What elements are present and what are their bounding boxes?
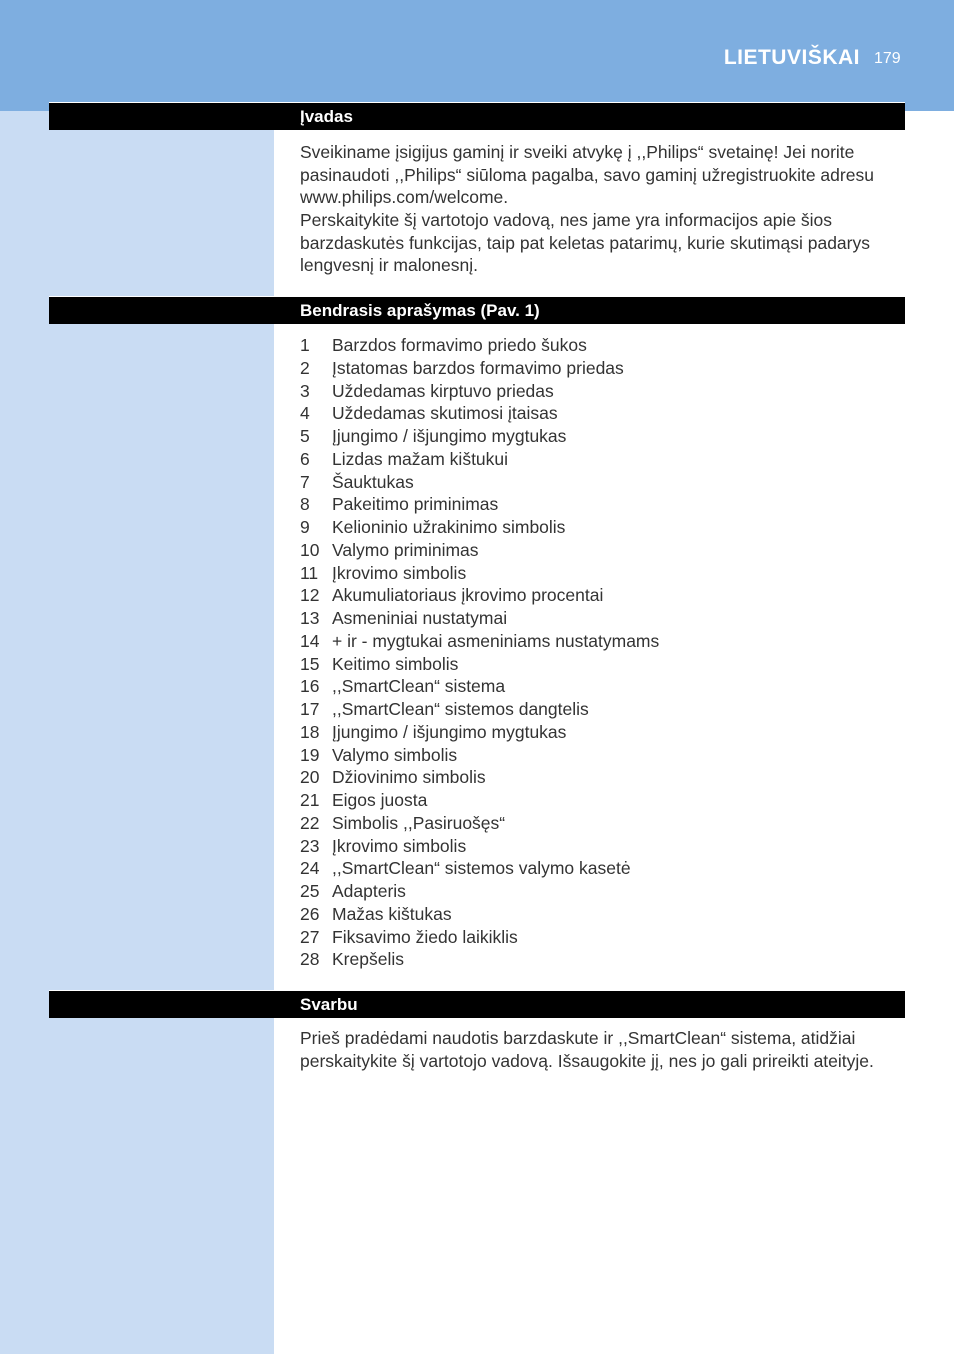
- list-item: [300, 789, 659, 812]
- section-bar-intro: [49, 102, 905, 130]
- list-item-number: 15: [300, 653, 320, 674]
- list-item-number: 20: [300, 767, 320, 788]
- list-item: [300, 402, 659, 425]
- list-item: [300, 744, 659, 767]
- language-heading: LIETUVIŠKAI: [723, 46, 860, 69]
- list-item-text: Įjungimo / išjungimo mygtukas: [332, 721, 567, 742]
- list-item-text: Kelioninio užrakinimo simbolis: [332, 517, 566, 537]
- list-item-text: Įjungimo / išjungimo mygtukas: [332, 426, 567, 446]
- list-item-number: 22: [300, 812, 320, 833]
- list-item: [300, 357, 659, 380]
- list-item-number: 19: [300, 744, 320, 765]
- list-item-number: 3: [300, 380, 310, 401]
- list-item: [300, 721, 659, 744]
- list-item: [300, 380, 659, 403]
- section-title-overview: Bendrasis aprašymas (Pav. 1): [300, 301, 540, 320]
- list-item-number: 4: [300, 403, 310, 424]
- list-item-number: 14: [300, 630, 320, 651]
- parts-list: [300, 334, 659, 971]
- list-item: [300, 903, 659, 926]
- list-item: [300, 675, 659, 698]
- list-item: [300, 334, 659, 357]
- list-item: [300, 516, 659, 539]
- list-item-text: Asmeniniai nustatymai: [332, 608, 508, 628]
- list-item-number: 23: [300, 835, 320, 856]
- list-item-number: 18: [300, 721, 320, 742]
- list-item: [300, 448, 659, 471]
- list-item-text: Eigos juosta: [332, 790, 428, 810]
- list-item-text: Valymo priminimas: [332, 539, 479, 560]
- list-item-text: ,,SmartClean“ sistemos valymo kasetė: [332, 858, 631, 879]
- section-title-intro: Įvadas: [300, 107, 353, 126]
- list-item-text: Barzdos formavimo priedo šukos: [332, 335, 587, 355]
- list-item: [300, 766, 659, 789]
- list-item: [300, 948, 659, 971]
- section-bar-overview: [49, 296, 905, 324]
- list-item: [300, 471, 659, 494]
- list-item-number: 5: [300, 426, 310, 446]
- list-item-text: ,,SmartClean“ sistemos dangtelis: [332, 699, 589, 719]
- list-item: [300, 493, 659, 516]
- list-item-number: 21: [300, 790, 320, 810]
- list-item: [300, 607, 659, 630]
- list-item-number: 10: [300, 539, 320, 560]
- list-item-number: 2: [300, 357, 310, 378]
- list-item: [300, 857, 659, 880]
- list-item-number: 16: [300, 676, 320, 697]
- list-item-text: Krepšelis: [332, 949, 404, 970]
- list-item: [300, 562, 659, 585]
- list-item: [300, 539, 659, 562]
- list-item-number: 7: [300, 471, 310, 492]
- list-item: [300, 584, 659, 607]
- list-item-text: Valymo simbolis: [332, 744, 458, 765]
- list-item-number: 17: [300, 699, 320, 719]
- list-item: [300, 835, 659, 858]
- important-paragraph: Prieš pradėdami naudotis barzdaskute ir ,,SmartClean“ sistema, atidžiai perskaitykite šį vartotojo vadovą. Išsaugokite jį, nes jo gali prireikti ateityje.: [300, 1028, 874, 1071]
- list-item-text: Uždedamas skutimosi įtaisas: [332, 403, 558, 424]
- intro-paragraph-2: Perskaitykite šį vartotojo vadovą, nes jame yra informacijos apie šios barzdaskutės funkcijas, taip pat keletas patarimų, kurie skutimąsi padarys lengvesnį ir malonesnį.: [300, 210, 870, 276]
- list-item-number: 1: [300, 335, 310, 355]
- list-item-number: 24: [300, 858, 320, 879]
- list-item-text: Uždedamas kirptuvo priedas: [332, 380, 554, 401]
- list-item-number: 12: [300, 585, 320, 606]
- list-item: [300, 425, 659, 448]
- list-item-text: Įkrovimo simbolis: [332, 562, 467, 583]
- list-item-text: Įstatomas barzdos formavimo priedas: [332, 357, 624, 378]
- list-item: [300, 926, 659, 949]
- list-item-text: Pakeitimo priminimas: [332, 494, 499, 515]
- list-item-number: 11: [300, 562, 319, 583]
- section-title-important: Svarbu: [300, 995, 358, 1014]
- list-item: [300, 880, 659, 903]
- list-item-text: Keitimo simbolis: [332, 653, 459, 674]
- page-number: 179: [874, 50, 901, 67]
- list-item-number: 27: [300, 926, 320, 947]
- list-item-number: 13: [300, 608, 320, 628]
- list-item-number: 28: [300, 949, 320, 970]
- list-item-text: Įkrovimo simbolis: [332, 835, 467, 856]
- list-item: [300, 630, 659, 653]
- list-item-text: Fiksavimo žiedo laikiklis: [332, 926, 518, 947]
- list-item-text: Mažas kištukas: [332, 903, 452, 924]
- list-item: [300, 653, 659, 676]
- list-item-text: Akumuliatoriaus įkrovimo procentai: [332, 585, 604, 606]
- list-item-number: 6: [300, 448, 310, 469]
- list-item-text: Adapteris: [332, 881, 406, 901]
- list-item-number: 25: [300, 881, 320, 901]
- list-item-number: 9: [300, 517, 310, 537]
- intro-paragraph-1: Sveikiname įsigijus gaminį ir sveiki atvykę į ,,Philips“ svetainę! Jei norite pasinaudoti ,,Philips“ siūloma pagalba, savo gaminį užregistruokite adresu www.philips.com/welcome.: [300, 142, 874, 208]
- list-item-text: ,,SmartClean“ sistema: [332, 676, 506, 697]
- list-item: [300, 812, 659, 835]
- list-item-text: Šauktukas: [332, 471, 414, 492]
- section-bar-important: [49, 990, 905, 1018]
- list-item-text: Simbolis ,,Pasiruošęs“: [332, 812, 506, 833]
- list-item-number: 26: [300, 903, 320, 924]
- list-item-number: 8: [300, 494, 310, 515]
- list-item-text: Lizdas mažam kištukui: [332, 448, 509, 469]
- list-item-text: Džiovinimo simbolis: [332, 767, 486, 788]
- list-item: [300, 698, 659, 721]
- list-item-text: + ir - mygtukai asmeniniams nustatymams: [332, 630, 660, 651]
